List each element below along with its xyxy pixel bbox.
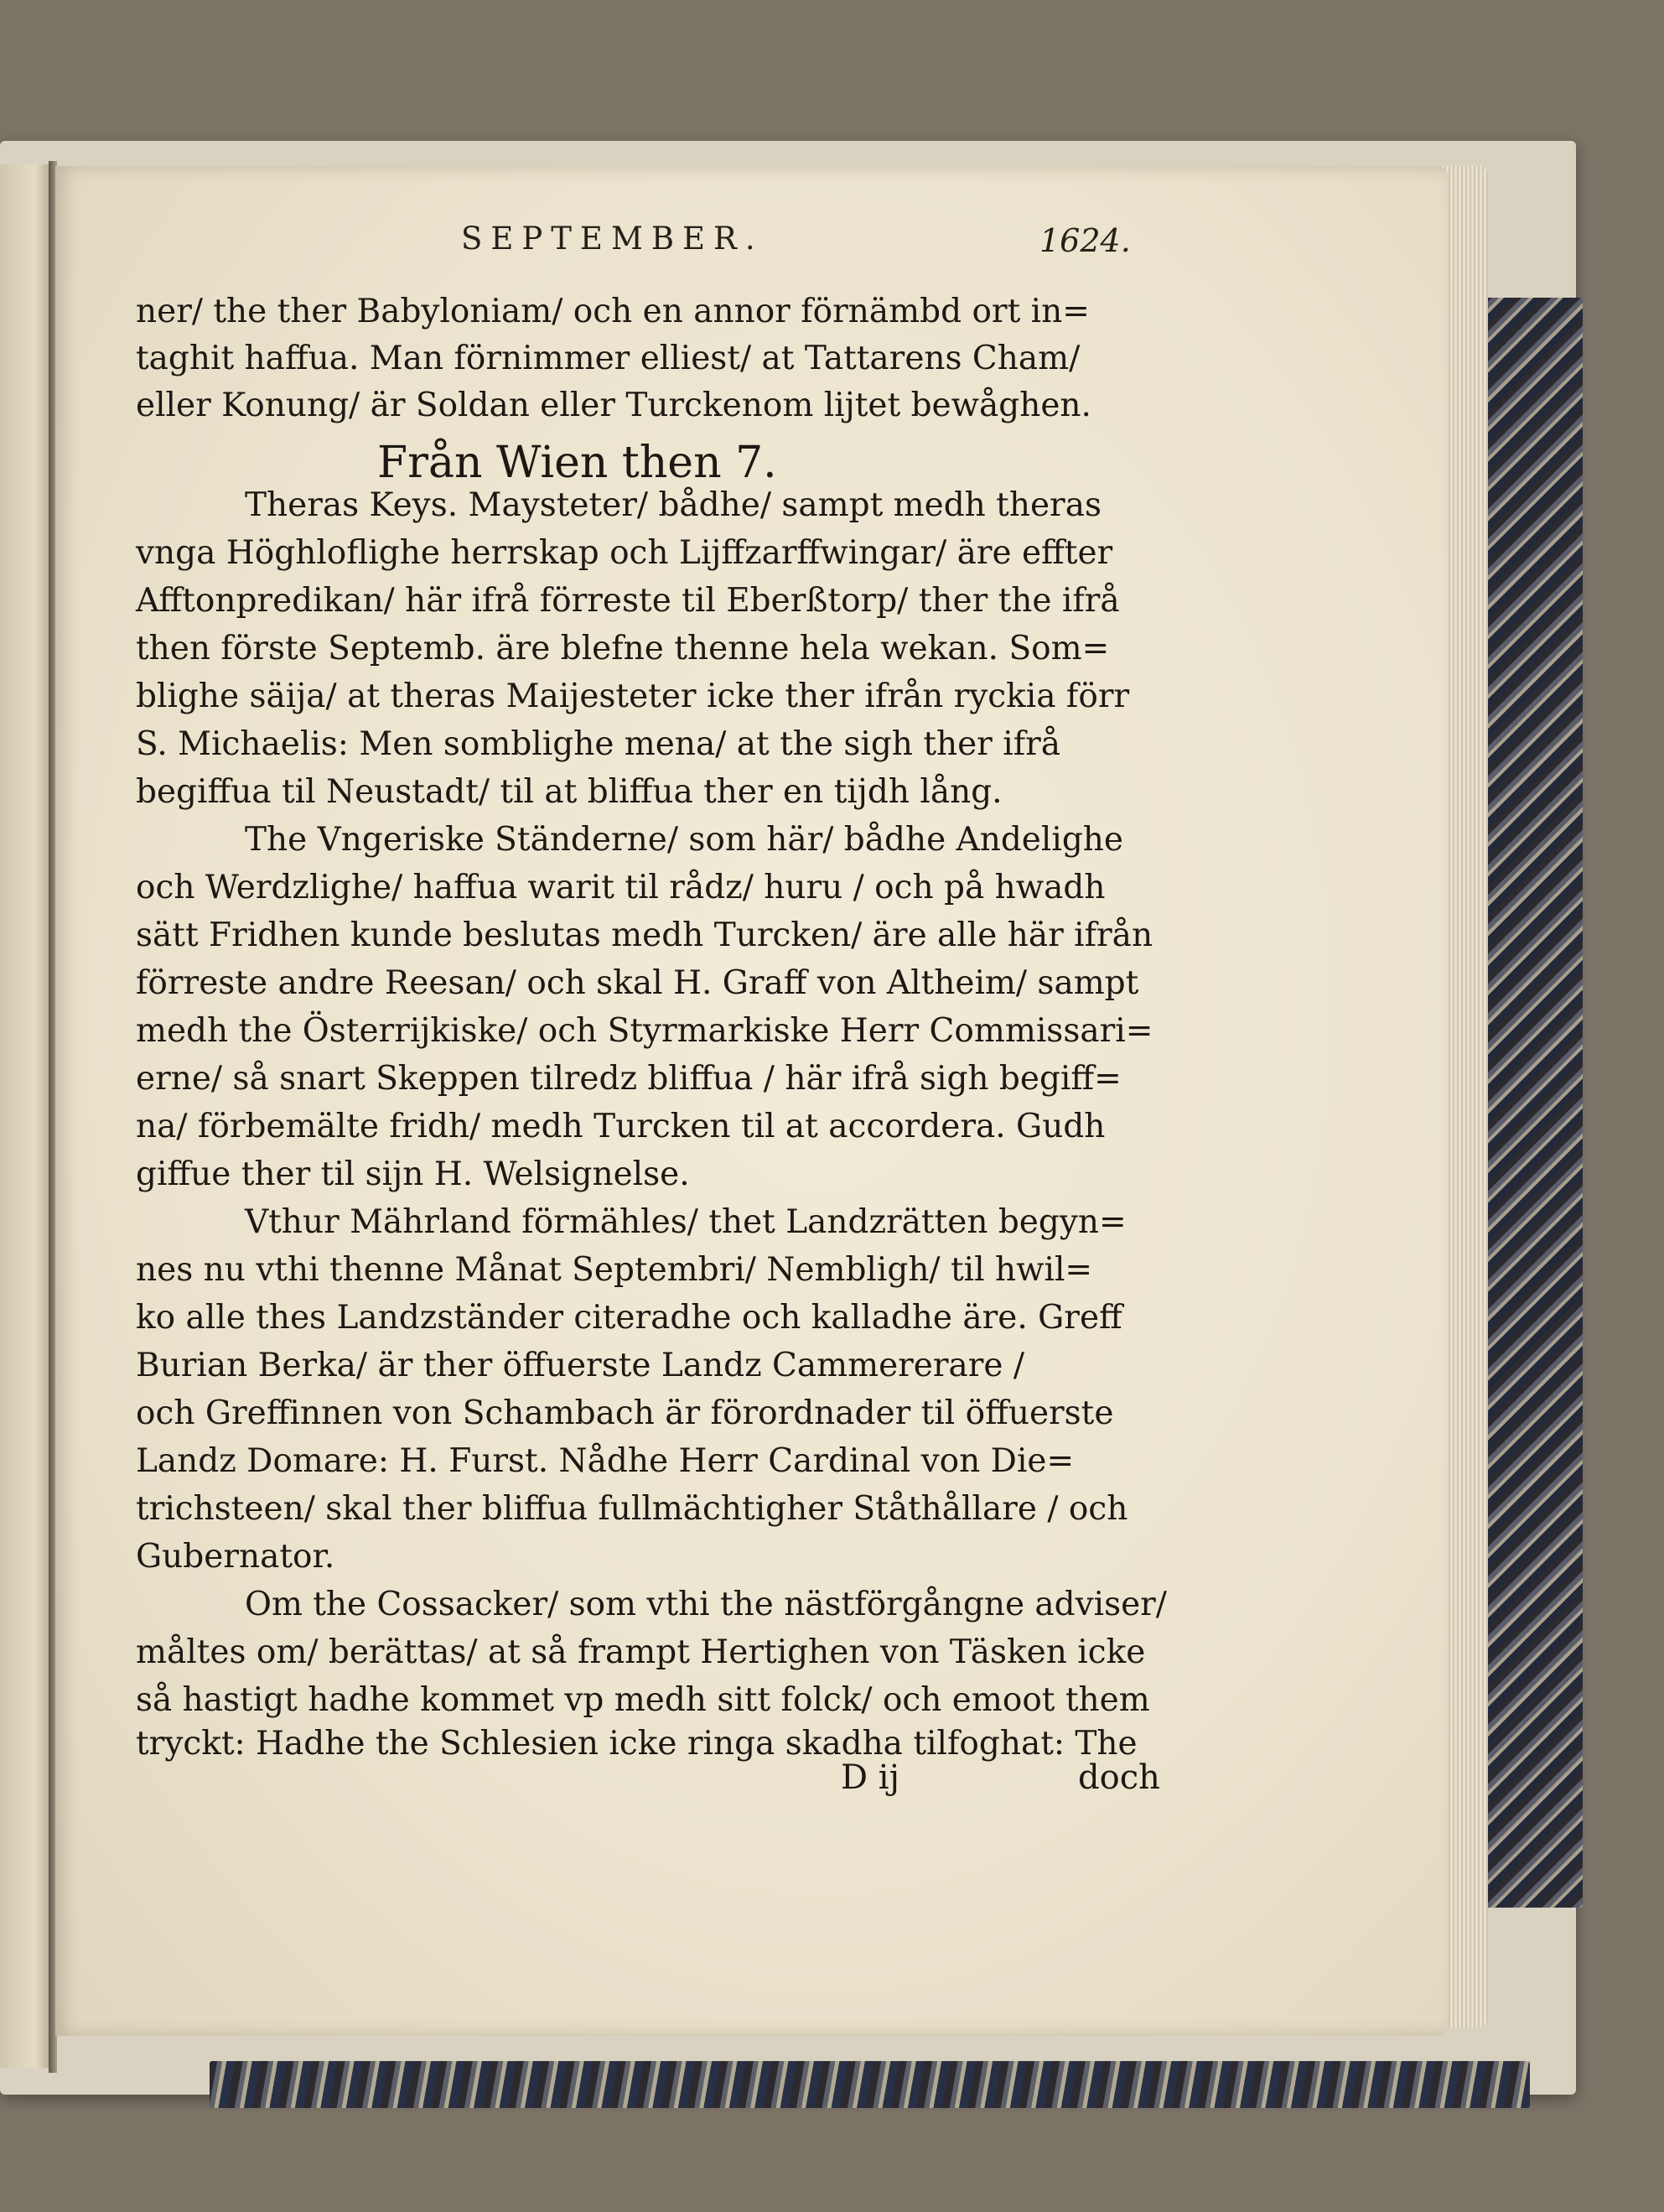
left-page-edge [0,164,52,2068]
marbled-endpaper-bottom [210,2061,1530,2108]
text-line: medh the Österrijkiske/ och Styrmarkiske Herr Commissari= [136,1012,1153,1050]
text-line: Afftonpredikan/ här ifrå förreste til Eberßtorp/ ther the ifrå [136,582,1120,620]
text-line: blighe säija/ at theras Maijesteter icke ther ifrån ryckia förr [136,678,1130,715]
signature-mark: D ij [841,1758,899,1797]
text-line: then förste Septemb. äre blefne thenne hela wekan. Som= [136,630,1110,667]
text-line: Landz Domare: H. Furst. Nådhe Herr Cardinal von Die= [136,1442,1075,1480]
text-line: tryckt: Hadhe the Schlesien icke ringa skadha tilfoghat: The [136,1725,1138,1763]
text-line: Burian Berka/ är ther öffuerste Landz Cammererare / [136,1347,1025,1384]
text-line: vnga Höghloflighe herrskap och Lijffzarffwingar/ äre effter [136,534,1113,572]
text-line: och Werdzlighe/ haffua warit til rådz/ huru / och på hwadh [136,869,1106,906]
page-year: 1624. [1039,222,1131,259]
text-line: sätt Fridhen kunde beslutas medh Turcken/ äre alle här ifrån [136,916,1153,954]
text-line: och Greffinnen von Schambach är förordnader til öffuerste [136,1394,1114,1432]
text-line: S. Michaelis: Men somblighe mena/ at the sigh ther ifrå [136,725,1061,763]
text-line: Theras Keys. Maysteter/ bådhe/ sampt medh theras [245,486,1102,524]
text-line: ner/ the ther Babyloniam/ och en annor förnämbd ort in= [136,293,1090,330]
text-line: na/ förbemälte fridh/ medh Turcken til at accordera. Gudh [136,1108,1106,1145]
text-line: eller Konung/ är Soldan eller Turckenom lijtet bewåghen. [136,387,1091,424]
text-line: trichsteen/ skal ther bliffua fullmächtigher Ståthållare / och [136,1490,1128,1528]
text-line: måltes om/ berättas/ at så frampt Hertighen von Täsken icke [136,1633,1146,1671]
text-line: Gubernator. [136,1538,335,1576]
text-line: Om the Cossacker/ som vthi the nästförgångne adviser/ [245,1586,1167,1623]
section-heading: Från Wien then 7. [377,438,777,488]
marbled-endpaper-right [1484,298,1583,1908]
text-line: så hastigt hadhe kommet vp medh sitt folck/ och emoot them [136,1681,1150,1719]
text-line: förreste andre Reesan/ och skal H. Graff von Altheim/ sampt [136,964,1139,1002]
text-line: erne/ så snart Skeppen tilredz bliffua / här ifrå sigh begiff= [136,1060,1122,1098]
text-line: begiffua til Neustadt/ til at bliffua ther en tijdh lång. [136,773,1003,811]
text-line: The Vngeriske Ständerne/ som här/ bådhe Andelighe [245,821,1123,859]
running-head: SEPTEMBER. [461,221,764,257]
text-line: nes nu vthi thenne Månat Septembri/ Nembligh/ til hwil= [136,1251,1093,1289]
text-line: Vthur Mährland förmähles/ thet Landzrätten begyn= [245,1203,1127,1241]
catchword: doch [1078,1758,1160,1797]
text-line: taghit haffua. Man förnimmer elliest/ at Tattarens Cham/ [136,340,1081,377]
text-line: giffue ther til sijn H. Welsignelse. [136,1155,690,1193]
text-line: ko alle thes Landzständer citeradhe och kalladhe äre. Greff [136,1299,1122,1337]
